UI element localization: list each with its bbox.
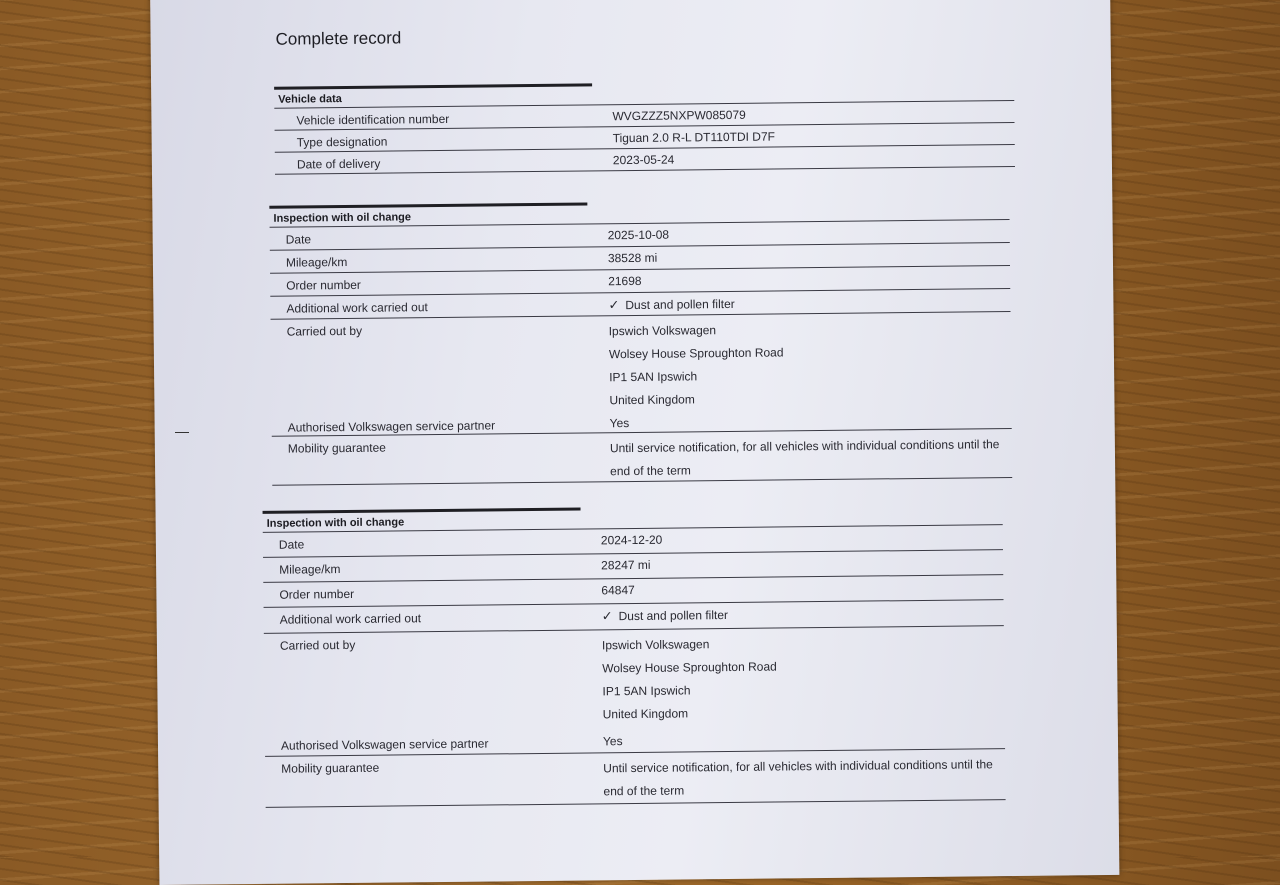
section-bar <box>263 508 581 514</box>
partner-label: Authorised Volkswagen service partner <box>287 418 496 435</box>
type-value: Tiguan 2.0 R-L DT110TDI D7F <box>612 129 776 146</box>
dealer-postcode: IP1 5AN Ipswich <box>602 683 691 699</box>
vehicle-data-section <box>274 79 1015 175</box>
carried-out-label: Carried out by <box>286 323 363 339</box>
type-label: Type designation <box>296 134 388 150</box>
mobility-label: Mobility guarantee <box>287 440 387 456</box>
mobility-value <box>610 429 1012 481</box>
delivery-value: 2023-05-24 <box>612 152 675 168</box>
vin-label: Vehicle identification number <box>296 111 450 128</box>
mileage-label: Mileage/km <box>279 562 341 577</box>
mobility-line-1: Until service notification, for all vehicles with individual conditions until the <box>609 437 1000 456</box>
section-bar <box>269 202 587 208</box>
partner-value: Yes <box>609 416 630 431</box>
order-label: Order number <box>279 586 355 602</box>
additional-work-text: Dust and pollen filter <box>625 296 735 313</box>
mobility-row <box>265 749 1005 808</box>
dealer-country: United Kingdom <box>602 706 689 722</box>
carried-out-label: Carried out by <box>279 637 356 653</box>
dealer-street: Wolsey House Sproughton Road <box>608 345 784 362</box>
carried-out-value <box>609 312 1012 412</box>
section-title: Inspection with oil change <box>266 516 405 530</box>
date-value: 2024-12-20 <box>600 532 663 548</box>
delivery-label: Date of delivery <box>296 156 381 172</box>
mileage-value: 38528 mi <box>607 250 658 266</box>
mileage-label: Mileage/km <box>285 254 348 270</box>
dealer-postcode: IP1 5AN Ipswich <box>609 369 698 385</box>
date-label: Date <box>278 537 305 552</box>
dealer-country: United Kingdom <box>609 392 695 408</box>
mileage-value: 28247 mi <box>601 557 651 573</box>
dealer-name: Ipswich Volkswagen <box>608 323 717 339</box>
carried-out-row <box>271 312 1012 416</box>
order-value: 64847 <box>601 582 635 598</box>
vin-value: WVGZZZ5NXPW085079 <box>612 107 746 124</box>
order-label: Order number <box>286 277 361 293</box>
additional-work-label: Additional work carried out <box>279 611 422 627</box>
checkmark-icon: ✓ <box>608 297 620 313</box>
checkmark-icon: ✓ <box>601 608 613 624</box>
mobility-line-1: Until service notification, for all vehicles with individual conditions until the <box>603 757 993 776</box>
mobility-line-2: end of the term <box>603 783 685 799</box>
mobility-label: Mobility guarantee <box>281 760 380 776</box>
mobility-value <box>603 749 1006 803</box>
partner-value: Yes <box>602 734 623 749</box>
dealer-street: Wolsey House Sproughton Road <box>602 659 777 676</box>
section-title: Inspection with oil change <box>273 211 412 225</box>
partner-label: Authorised Volkswagen service partner <box>280 736 489 753</box>
section-bar <box>274 83 592 89</box>
carried-out-row <box>264 626 1005 734</box>
page-title: Complete record <box>275 28 402 49</box>
additional-work-value <box>602 600 1004 629</box>
date-label: Date <box>285 232 312 247</box>
mobility-row <box>272 429 1012 486</box>
additional-work-text: Dust and pollen filter <box>618 608 729 624</box>
additional-work-label: Additional work carried out <box>286 300 428 316</box>
date-value: 2025-10-08 <box>607 227 670 243</box>
mobility-line-2: end of the term <box>610 463 691 479</box>
inspection-section-2 <box>263 503 1006 808</box>
section-title: Vehicle data <box>278 93 342 106</box>
carried-out-value <box>602 626 1005 730</box>
order-value: 21698 <box>608 273 642 289</box>
additional-work-value <box>608 289 1010 315</box>
inspection-section-1 <box>269 198 1012 486</box>
margin-mark <box>175 432 189 433</box>
document-page <box>150 0 1119 885</box>
dealer-name: Ipswich Volkswagen <box>601 637 710 653</box>
